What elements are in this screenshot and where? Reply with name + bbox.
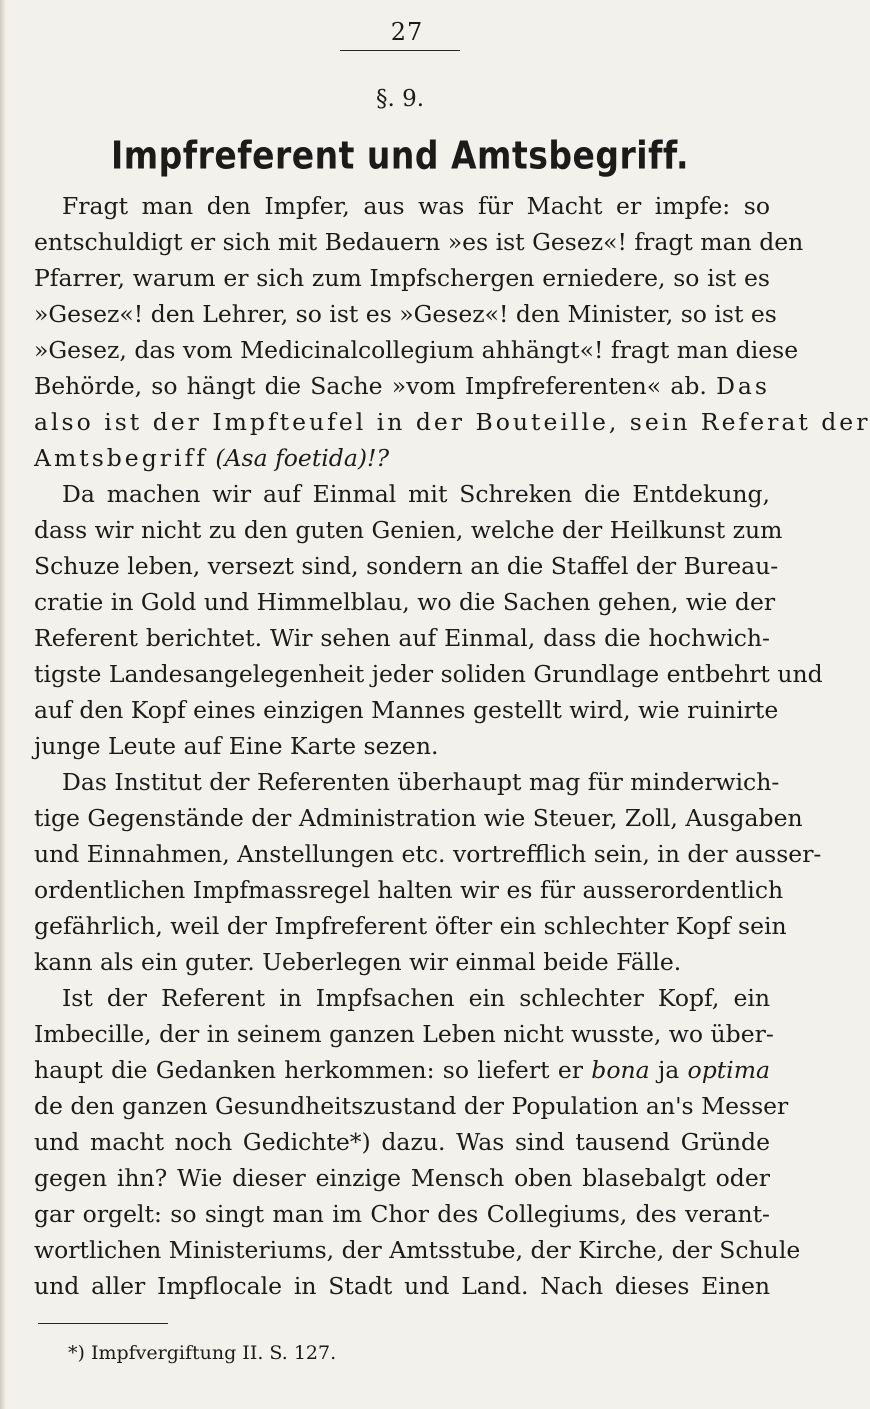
text-line: Fragt man den Impfer, aus was für Macht er impfe: so: [62, 192, 770, 220]
text-fragment: Behörde, so hängt die Sache »vom Impfreferenten« ab.: [34, 372, 707, 400]
text-line: kann als ein guter. Ueberlegen wir einmal beide Fälle.: [34, 948, 682, 976]
text-line: Referent berichtet. Wir sehen auf Einmal, dass die hochwich-: [34, 624, 770, 652]
text-line: Da machen wir auf Einmal mit Schreken die Entdekung,: [62, 480, 770, 508]
text-line: [34, 440, 770, 476]
text-fragment: haupt die Gedanken herkommen: so liefert er: [34, 1056, 583, 1084]
text-line: Das Institut der Referenten überhaupt mag für minderwich-: [62, 768, 780, 796]
spaced-word: Das: [716, 372, 770, 400]
text-line: entschuldigt er sich mit Bedauern »es ist Gesez«! fragt man den: [34, 228, 804, 256]
italic-phrase: (Asa foetida)!?: [215, 444, 390, 472]
text-line: »Gesez«! den Lehrer, so ist es »Gesez«! den Minister, so ist es: [34, 300, 777, 328]
text-line: de den ganzen Gesundheitszustand der Population an's Messer: [34, 1092, 789, 1120]
page-number: 27: [390, 18, 424, 46]
text-line: dass wir nicht zu den guten Genien, welche der Heilkunst zum: [34, 516, 783, 544]
text-line: Pfarrer, warum er sich zum Impfschergen erniedere, so ist es: [34, 264, 770, 292]
text-line: also ist der Impfteufel in der Bouteille, sein Referat der: [34, 408, 870, 436]
body-text: [34, 188, 870, 1304]
text-line: cratie in Gold und Himmelblau, wo die Sachen gehen, wie der: [34, 588, 776, 616]
text-line: und Einnahmen, Anstellungen etc. vortrefflich sein, in der ausser-: [34, 840, 822, 868]
text-line: Imbecille, der in seinem ganzen Leben nicht wusste, wo über-: [34, 1020, 774, 1048]
text-line: ordentlichen Impfmassregel halten wir es für ausserordentlich: [34, 876, 784, 904]
text-line: gefährlich, weil der Impfreferent öfter ein schlechter Kopf sein: [34, 912, 787, 940]
text-line: Ist der Referent in Impfsachen ein schlechter Kopf, ein: [62, 984, 770, 1012]
footnote-rule: [38, 1323, 168, 1324]
text-line: [34, 1052, 770, 1088]
text-line: auf den Kopf eines einzigen Mannes gestellt wird, wie ruinirte: [34, 696, 779, 724]
text-line: Schuze leben, versezt sind, sondern an die Staffel der Bureau-: [34, 552, 779, 580]
header-rule: [340, 50, 460, 51]
italic-word: bona: [591, 1056, 650, 1084]
footnote: *) Impfvergiftung II. S. 127.: [68, 1342, 337, 1364]
text-line: tige Gegenstände der Administration wie Steuer, Zoll, Ausgaben: [34, 804, 803, 832]
page-edge-shadow: [0, 0, 6, 1409]
text-line: [34, 368, 770, 404]
text-fragment: ja: [657, 1056, 680, 1084]
spaced-word: Amtsbegriff: [34, 444, 208, 472]
text-line: »Gesez, das vom Medicinalcollegium ahhängt«! fragt man diese: [34, 336, 799, 364]
text-line: gegen ihn? Wie dieser einzige Mensch oben blasebalgt oder: [34, 1164, 770, 1192]
text-line: und macht noch Gedichte*) dazu. Was sind tausend Gründe: [34, 1128, 770, 1156]
text-line: tigste Landesangelegenheit jeder soliden Grundlage entbehrt und: [34, 660, 823, 688]
section-number: §. 9.: [375, 86, 425, 112]
italic-word: optima: [687, 1056, 770, 1084]
section-title: Impfreferent und Amtsbegriff.: [110, 133, 690, 178]
text-line: wortlichen Ministeriums, der Amtsstube, der Kirche, der Schule: [34, 1236, 801, 1264]
text-line: junge Leute auf Eine Karte sezen.: [34, 732, 439, 760]
text-line: und aller Impflocale in Stadt und Land. Nach dieses Einen: [34, 1272, 770, 1300]
text-line: gar orgelt: so singt man im Chor des Collegiums, des verant-: [34, 1200, 770, 1228]
